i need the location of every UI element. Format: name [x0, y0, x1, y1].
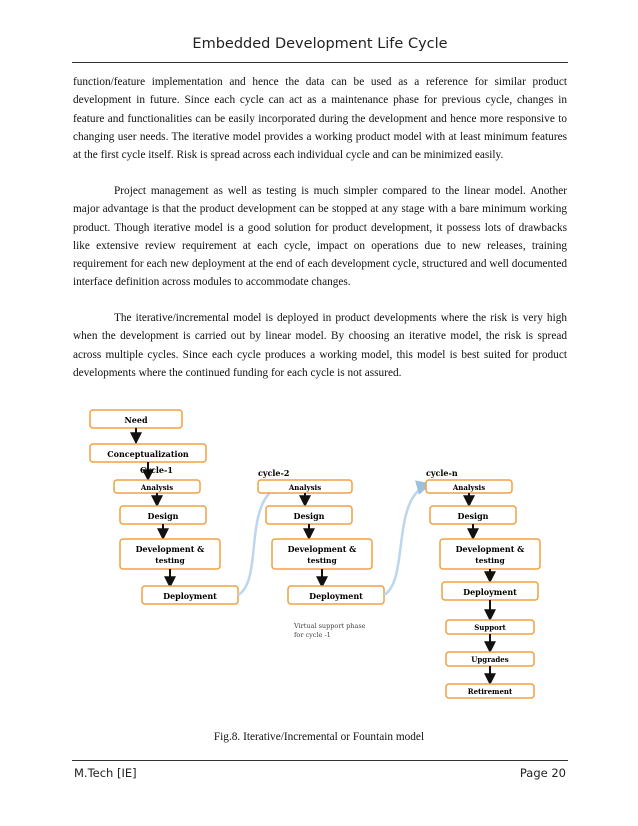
cycle-connector-2 [384, 484, 430, 595]
header-rule [72, 62, 568, 63]
dev-testing-label-2b: testing [307, 556, 337, 565]
footer-page-number: Page 20 [519, 766, 566, 780]
upgrades-label: Upgrades [471, 655, 509, 664]
deployment-label-1: Deployment [163, 591, 217, 601]
analysis-label-n: Analysis [452, 483, 486, 492]
dev-testing-label-1a: Development & [135, 544, 205, 554]
retirement-label: Retirement [467, 687, 513, 696]
cycle-1-label: Cycle-1 [140, 465, 173, 475]
deployment-label-2: Deployment [309, 591, 363, 601]
virtual-support-note-1: Virtual support phase [294, 622, 366, 630]
need-label: Need [124, 415, 148, 425]
deployment-label-n: Deployment [463, 587, 517, 597]
virtual-support-note-2: for cycle -1 [294, 631, 331, 639]
figure-caption: Fig.8. Iterative/Incremental or Fountain model [213, 731, 425, 743]
analysis-label-1: Analysis [140, 483, 174, 492]
fountain-model-diagram [80, 400, 560, 720]
support-label: Support [474, 623, 506, 632]
paragraph-3: The iterative/incremental model is deployed in product developments where the risk is very high when the development is carried out by linear model. By choosing an iterative model, the risk is spread across multiple cycles. Since each cycle produces a working model, this model is best suited for product developments where the continued funding for each cycle is not assured. [73, 312, 567, 379]
paragraph-2: Project management as well as testing is much simpler compared to the linear model. Another major advantage is that the product development can be stopped at any stage with a bare minimum working product. Though iterative model is a good solution for product development, it possess lots of drawbacks like extensive review requirement at each cycle, impact on operations due to new releases, training requirement for each new deployment at the end of each development cycle, structured and well documented interface definition across modules to accommodate changes. [73, 185, 567, 289]
footer-rule [72, 760, 568, 761]
dev-testing-label-2a: Development & [287, 544, 357, 554]
diagram-svg [80, 400, 560, 720]
design-label-1: Design [147, 511, 179, 521]
dev-testing-label-nb: testing [475, 556, 505, 565]
analysis-label-2: Analysis [288, 483, 322, 492]
footer-course: M.Tech [IE] [74, 766, 137, 780]
dev-testing-label-na: Development & [455, 544, 525, 554]
dev-testing-label-1b: testing [155, 556, 185, 565]
design-label-2: Design [293, 511, 325, 521]
design-label-n: Design [457, 511, 489, 521]
cycle-n-label: cycle-n [426, 468, 458, 478]
page-header-title: Embedded Development Life Cycle [192, 36, 448, 52]
cycle-2-label: cycle-2 [258, 468, 290, 478]
conceptualization-label: Conceptualization [107, 449, 189, 459]
paragraph-1: function/feature implementation and hence the data can be used as a reference for similar product development in future. Since each cycle can act as a maintenance phase for previous cycle, changes in feature and functionalities can be easily incorporated during the development and hence more responsive to changing user needs. The iterative model provides a working product model with at least minimum features at the first cycle itself. Risk is spread across each individual cycle and can be minimized easily. [73, 76, 567, 162]
